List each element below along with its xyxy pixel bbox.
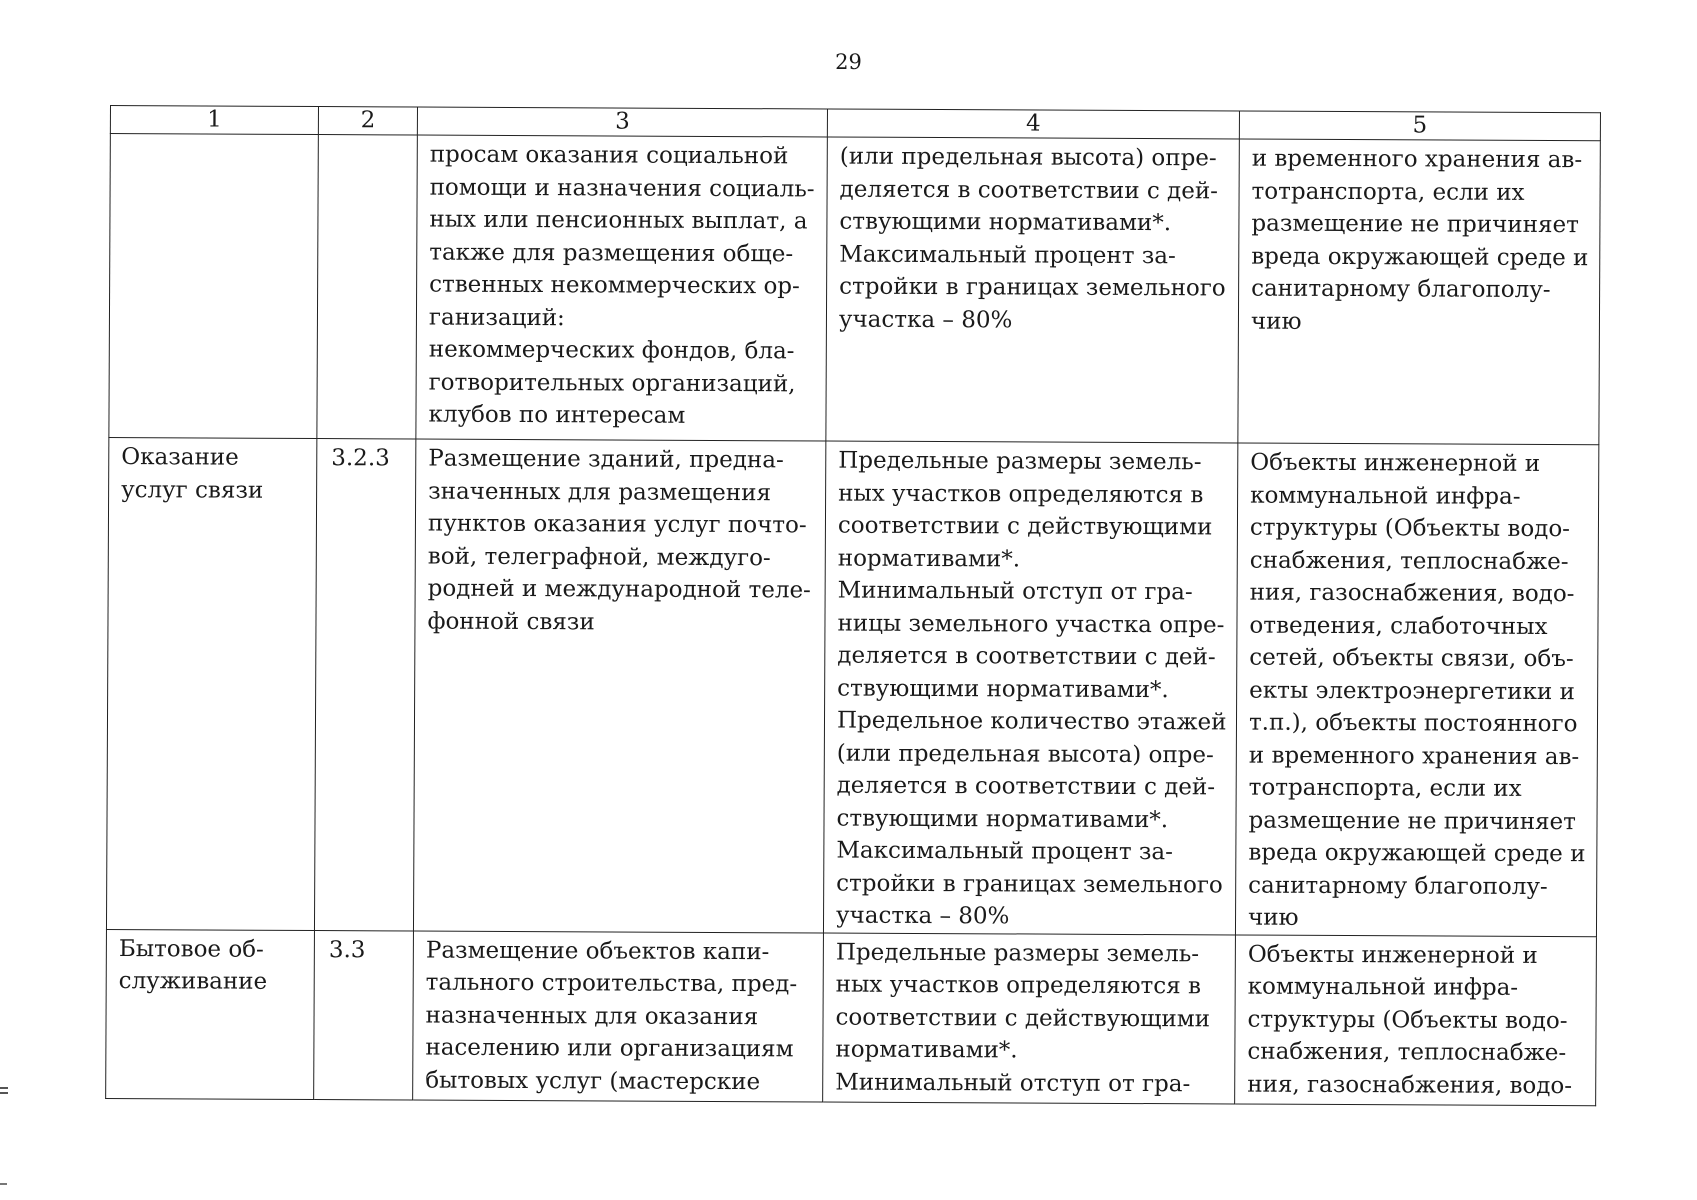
parameters-cell [826, 137, 1239, 443]
zoning-table [105, 105, 1601, 1106]
description-cell [413, 930, 824, 1101]
column-header-1: 1 [110, 106, 318, 135]
auxiliary-cell [1235, 935, 1597, 1106]
use-name-text [123, 137, 309, 138]
parameters-cell [823, 932, 1236, 1103]
parameters-cell [823, 441, 1237, 935]
description-cell [416, 135, 827, 441]
margin-dash [0, 1183, 7, 1185]
auxiliary-text: Объекты инженерной и коммунальной инфра- структуры (Объекты водо- снабжения, теплоснабже- ния, газоснабжения, водо- [1247, 941, 1573, 1099]
use-code-text: 3.3 [328, 936, 366, 963]
use-name-cell [109, 134, 318, 439]
auxiliary-cell [1238, 139, 1600, 445]
use-name-cell [106, 929, 315, 1099]
column-header-3: 3 [417, 107, 827, 137]
use-name-cell [106, 437, 316, 930]
description-text: просам оказания социальной помощи и назначения социаль- ных или пенсионных выплат, а также для размещения обще- ственных некоммерческих ор- ганизаций: некоммерческих фондов, бла- готворительных организаций, клубов по интересам [428, 141, 815, 429]
column-header-5: 5 [1239, 111, 1600, 141]
parameters-text: Предельные размеры земель- ных участков определяются в соответствии с действующими нормативами*. Минимальный отступ от гра- [835, 939, 1211, 1097]
description-cell [413, 439, 825, 932]
use-code-cell [314, 930, 414, 1099]
description-text: Размещение зданий, предна- значенных для размещения пунктов оказания услуг почто- вой, телеграфной, междуго- родней и международной теле- фонной связи [427, 445, 811, 635]
parameters-text: (или предельная высота) опре- деляется в соответствии с дей- ствующими нормативами*. Максимальный процент за- стройки в границах земельного участка – 80% [838, 143, 1226, 333]
use-code-cell [317, 135, 417, 439]
auxiliary-text: и временного хранения ав- тотранспорта, если их размещение не причиняет вреда окружающей среде и санитарному благополу- чию [1250, 145, 1589, 335]
table-row [106, 929, 1597, 1105]
use-code-text: 3.2.3 [331, 445, 390, 472]
table-row [106, 437, 1598, 936]
use-name-text: Бытовое об- служивание [118, 935, 268, 995]
page-number: 29 [835, 50, 862, 74]
parameters-text: Предельные размеры земель- ных участков определяются в соответствии с действующими нормативами*. Минимальный отступ от гра- ницы земельного участка опре- деляется в соответствии с дей- ствующими нормативами*. Предельное количество этажей (или предельная высота) опре- деляется в соответствии с дей- ствующими нормативами*. Максимальный процент за- стройки в границах земельного участка – 80% [835, 447, 1227, 930]
column-header-4: 4 [827, 109, 1239, 139]
use-name-text: Оказание услуг связи [121, 444, 264, 504]
table-row [109, 134, 1600, 445]
binding-margin-mark [0, 1087, 8, 1097]
description-text: Размещение объектов капи- тального строительства, пред- назначенных для оказания населению или организациям бытовых услуг (мастерские [425, 937, 798, 1095]
auxiliary-text: Объекты инженерной и коммунальной инфра- структуры (Объекты водо- снабжения, теплоснабже- ния, газоснабжения, водо- отведения, слаботочных сетей, объекты связи, объ- екты электроэнергетики и т.п.), объекты постоянного и временного хранения ав- тотранспорта, если их размещение не причиняет вреда окружающей среде и санитарному благополу- чию [1247, 449, 1586, 931]
column-header-2: 2 [318, 107, 417, 135]
use-code-cell [314, 439, 415, 931]
auxiliary-cell [1235, 443, 1598, 936]
